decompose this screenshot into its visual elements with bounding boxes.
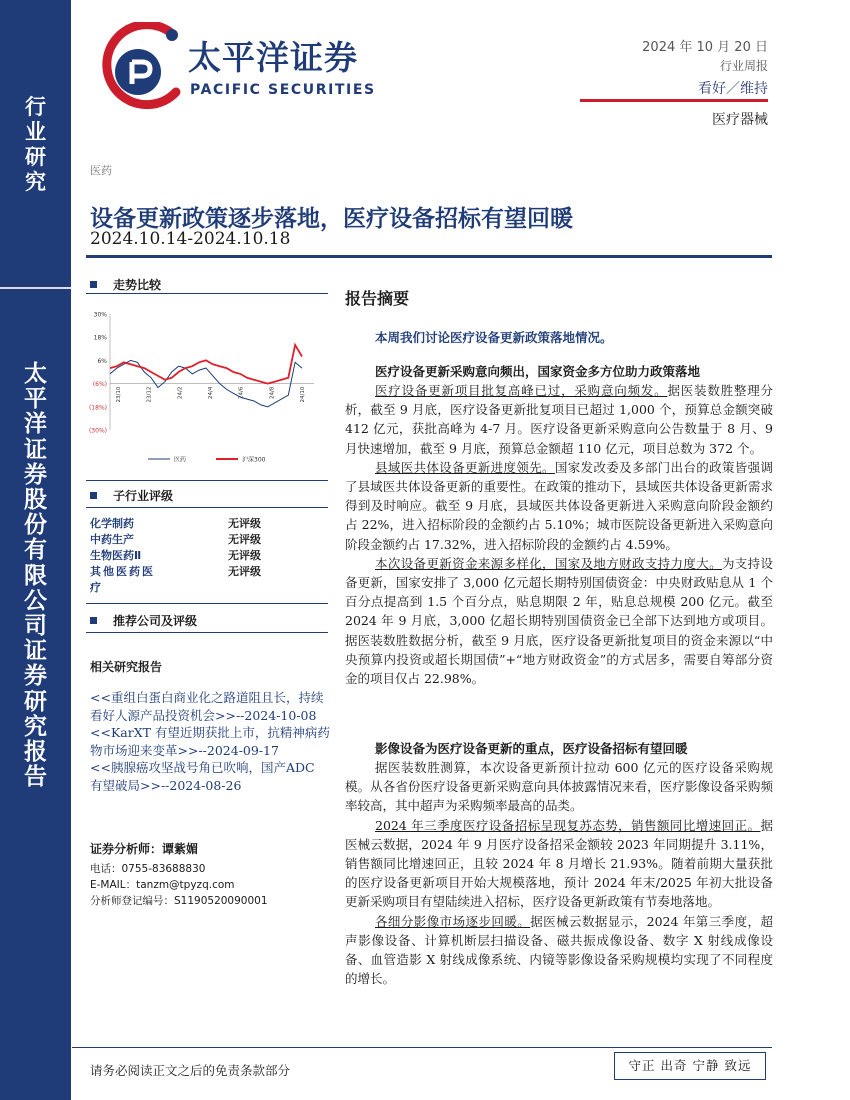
section2-heading: 影像设备为医疗设备更新的重点，医疗设备招标有望回暖 — [375, 741, 688, 756]
analyst-info — [90, 840, 330, 909]
category: 医药 — [90, 164, 112, 177]
section-bullet-icon — [90, 492, 97, 499]
analyst-email[interactable]: E-MAIL：tanzm@tpyzq.com — [90, 879, 235, 891]
y-tick-label: (18%) — [88, 404, 107, 412]
paragraph: 据医装数胜测算，本次设备更新预计拉动 600 亿元的医疗设备采购规模。从各省份医疗设备更新采购意向具体披露情况来看，医疗影像设备采购频率较高，其中超声为采购频率最高的品类。 — [345, 760, 773, 814]
chart-bottom-rule — [86, 480, 328, 481]
analyst-license: 分析师登记编号：S1190520090001 — [90, 895, 268, 907]
sub-rating-label: 子行业评级 — [90, 487, 173, 504]
section1-heading: 医疗设备更新采购意向频出，国家资金多方位助力政策落地 — [375, 364, 701, 379]
table-row — [90, 564, 330, 596]
table-row — [90, 532, 330, 548]
sector: 医疗器械 — [712, 112, 768, 128]
logo-name-cn: 太平洋证券 — [188, 38, 358, 77]
x-tick-label: 23/10 — [116, 386, 122, 403]
paragraph: 各细分影像市场逐步回暖。据医械云数据显示，2024 年第三季度，超声影像设备、计算机断层扫描设备、磁共振成像设备、数字 X 射线成像设备、血管造影 X 射线成像系统、内镜等影像设备采购规模均实现了不同程度的增长。 — [345, 913, 773, 987]
related-report-link[interactable]: <<KarXT 有望近期获批上市，抗精神病药物市场迎来变革>>--2024-09-17 — [90, 725, 330, 758]
sidebar-top-text: 行 业 研 究 — [25, 95, 46, 194]
footer-motto: 守正 出奇 宁静 致远 — [614, 1052, 766, 1080]
footer-rule — [72, 1047, 772, 1048]
sub-industry-name: 化学制药 — [90, 517, 134, 530]
analyst-name: 证券分析师：谭紫媚 — [90, 842, 199, 856]
report-date: 2024 年 10 月 20 日 — [642, 40, 768, 55]
y-tick-label: (30%) — [88, 427, 107, 435]
y-tick-label: (6%) — [92, 381, 107, 389]
rating-underline — [580, 99, 768, 102]
sub-industry-rating: 无评级 — [228, 565, 261, 578]
rating: 看好／维持 — [698, 81, 768, 97]
table-row — [90, 516, 330, 532]
sub-industry-name: 其他医药医疗 — [90, 565, 155, 594]
sub-industry-rating: 无评级 — [228, 533, 261, 546]
recommend-rule — [86, 632, 328, 633]
legend-label: 沪深300 — [242, 456, 266, 464]
sidebar — [0, 0, 71, 1100]
recommend-label: 推荐公司及评级 — [90, 612, 197, 629]
sub-rating-rule — [86, 507, 328, 508]
y-tick-label: 6% — [97, 357, 107, 365]
related-reports-list — [90, 689, 330, 794]
table-row — [90, 548, 330, 564]
section-bullet-icon — [90, 281, 97, 288]
company-logo — [98, 22, 378, 117]
sub-industry-name: 中药生产 — [90, 533, 134, 546]
footer-disclaimer: 请务必阅读正文之后的免责条款部分 — [90, 1063, 291, 1078]
title-divider — [86, 255, 772, 258]
x-tick-label: 24/4 — [208, 386, 214, 399]
section1-body — [345, 381, 773, 688]
sub-industry-rating: 无评级 — [228, 517, 261, 530]
sub-industry-name: 生物医药Ⅱ — [90, 549, 142, 562]
report-type: 行业周报 — [719, 59, 768, 73]
paragraph: 县域医共体设备更新进度领先。国家发改委及多部门出台的政策皆强调了县域医共体设备更新的重要性。在政策的推动下，县域医共体设备更新需求得到及时响应。截至 9 月底，县域医共体设备更新进入采购意向阶段金额约占 22%，进入招标阶段的金额约占 5.10%；城市医院设备更新进入采购意向阶段金额约占 17.32%，进入招标阶段的金额约占 4.59%。 — [345, 459, 773, 552]
x-tick-label: 23/12 — [146, 386, 153, 403]
y-tick-label: 30% — [93, 311, 107, 319]
recommend-top-rule — [86, 603, 328, 604]
logo-emblem-icon — [98, 22, 188, 117]
sidebar-bottom-text: 太 平 洋 证 券 股 份 有 限 公 司 证 券 研 究 报 告 — [24, 361, 47, 791]
x-tick-label: 24/6 — [238, 386, 245, 399]
x-tick-label: 24/10 — [300, 386, 306, 403]
section2-body — [345, 758, 773, 988]
page-title: 设备更新政策逐步落地，医疗设备招标有望回暖 — [90, 205, 573, 232]
related-report-link[interactable]: <<重组白蛋白商业化之路道阻且长，持续看好人源产品投资机会>>--2024-10-08 — [90, 690, 324, 723]
date-range: 2024.10.14-2024.10.18 — [90, 229, 291, 249]
section-bullet-icon — [90, 617, 97, 624]
summary-lead: 本周我们讨论医疗设备更新政策落地情况。 — [375, 330, 613, 345]
sub-industry-rating: 无评级 — [228, 549, 261, 562]
trend-chart — [86, 304, 326, 472]
trend-section-label: 走势比较 — [90, 276, 161, 293]
x-tick-label: 24/2 — [177, 386, 184, 399]
legend-label: 医药 — [174, 456, 187, 464]
trend-section-rule — [86, 293, 328, 294]
sub-rating-table — [90, 516, 330, 596]
x-tick-label: 24/8 — [269, 386, 276, 399]
y-tick-label: 18% — [93, 334, 107, 342]
related-report-link[interactable]: <<胰腺癌攻坚战号角已吹响，国产ADC 有望破局>>--2024-08-26 — [90, 760, 315, 793]
paragraph: 2024 年三季度医疗设备招标呈现复苏态势，销售额同比增速回正。据医械云数据，2024 年 9 月医疗设备招采金额较 2023 年同期提升 3.11%，销售额同比增速回正，且较 2024 年 8 月增长 21.93%。随着前期大量获批的医疗设备更新项目开始大规模落地，预计 2024 年末/2025 年初大批设备更新采购项目有望陆续进入招标，医疗设备更新政策有节奏地落地。 — [345, 817, 773, 910]
paragraph: 本次设备更新资金来源多样化，国家及地方财政支持力度大。为支持设备更新，国家安排了 3,000 亿元超长期特别国债资金：中央财政贴息从 1 个百分点提高到 1.5 个百分点，贴息期限 2 年，贴息总规模 200 亿元。截至 2024 年 9 月底，3,000 亿超长期特别国债资金已全部下达到地方或项目。据医装数胜数据分析，截至 9 月底，医疗设备更新批复项目的资金来源以“中央预算内投资或超长期国债”+“地方财政资金”的方式居多，需要自筹部分资金的项目仅占 22.98%。 — [345, 555, 773, 687]
paragraph: 医疗设备更新项目批复高峰已过，采购意向频发。据医装数胜整理分析，截至 9 月底，医疗设备更新批复项目已超过 1,000 个，预算总金额突破 412 亿元，获批高峰为 4-7 月。医疗设备更新采购意向公告数量于 8 月、9 月快速增加，截至 9 月底，预算总金额超 110 亿元，项目总数为 372 个。 — [345, 383, 773, 456]
summary-heading: 报告摘要 — [345, 289, 410, 308]
analyst-phone: 电话：0755-83688830 — [90, 863, 206, 875]
related-reports-title: 相关研究报告 — [90, 660, 163, 674]
logo-name-en: PACIFIC SECURITIES — [190, 82, 376, 98]
